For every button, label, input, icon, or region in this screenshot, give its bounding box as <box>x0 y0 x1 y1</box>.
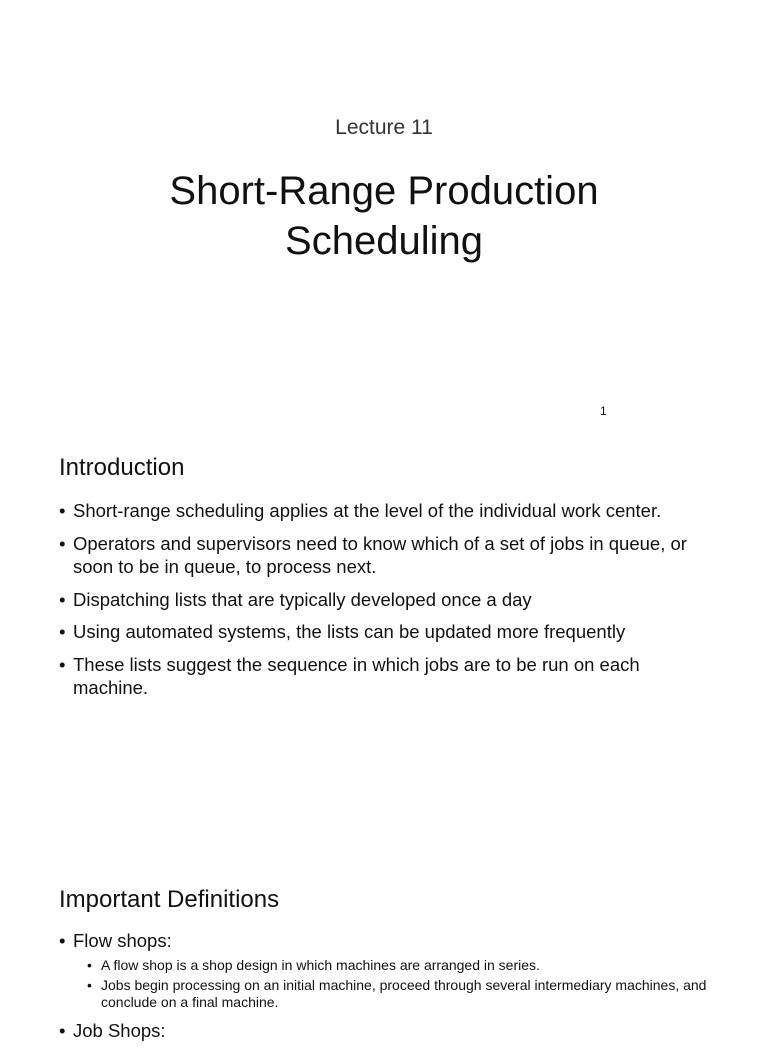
bullet-dot-icon: • <box>59 1020 66 1041</box>
bullet-dot-icon: • <box>59 500 66 521</box>
bullet-dot-icon: • <box>87 956 92 973</box>
slide-title-line-2: Scheduling <box>285 219 483 263</box>
bullet-item <box>59 929 719 1010</box>
sub-bullet-text: A flow shop is a shop design in which machines are arranged in series. <box>101 956 540 973</box>
sub-bullet-text: Jobs begin processing on an initial machine, proceed through several intermediary machines, and conclude on a final machine. <box>101 977 707 1010</box>
slide-number: 1 <box>600 404 607 418</box>
bullet-dot-icon: • <box>87 977 92 993</box>
bullet-item <box>59 499 719 523</box>
introduction-bullet-list <box>59 499 719 709</box>
introduction-heading: Introduction <box>59 454 185 481</box>
sub-bullet-list <box>73 957 719 1011</box>
lecture-label: Lecture 11 <box>335 116 433 139</box>
bullet-item <box>59 653 719 700</box>
definitions-bullet-list <box>59 929 719 1052</box>
bullet-item <box>59 620 719 644</box>
bullet-text: Flow shops: <box>73 930 172 951</box>
bullet-dot-icon: • <box>59 653 66 675</box>
bullet-item <box>59 532 719 579</box>
bullet-text: Job Shops: <box>73 1020 166 1041</box>
bullet-item <box>59 588 719 612</box>
definitions-heading: Important Definitions <box>59 886 280 913</box>
bullet-text: Operators and supervisors need to know which of a set of jobs in queue, or soon to be in queue, to process next. <box>73 532 687 577</box>
bullet-text: Dispatching lists that are typically developed once a day <box>73 588 532 610</box>
slide-title <box>0 166 768 266</box>
bullet-text: These lists suggest the sequence in which jobs are to be run on each machine. <box>73 653 640 698</box>
sub-bullet-item <box>73 977 719 1010</box>
bullet-item <box>59 1019 719 1043</box>
slide-title-line-1: Short-Range Production <box>169 169 599 213</box>
bullet-dot-icon: • <box>59 532 66 554</box>
bullet-dot-icon: • <box>59 588 66 610</box>
sub-bullet-item <box>73 957 719 974</box>
bullet-text: Short-range scheduling applies at the level of the individual work center. <box>73 500 662 521</box>
bullet-dot-icon: • <box>59 621 66 642</box>
bullet-dot-icon: • <box>59 930 66 951</box>
bullet-text: Using automated systems, the lists can be updated more frequently <box>73 621 626 642</box>
